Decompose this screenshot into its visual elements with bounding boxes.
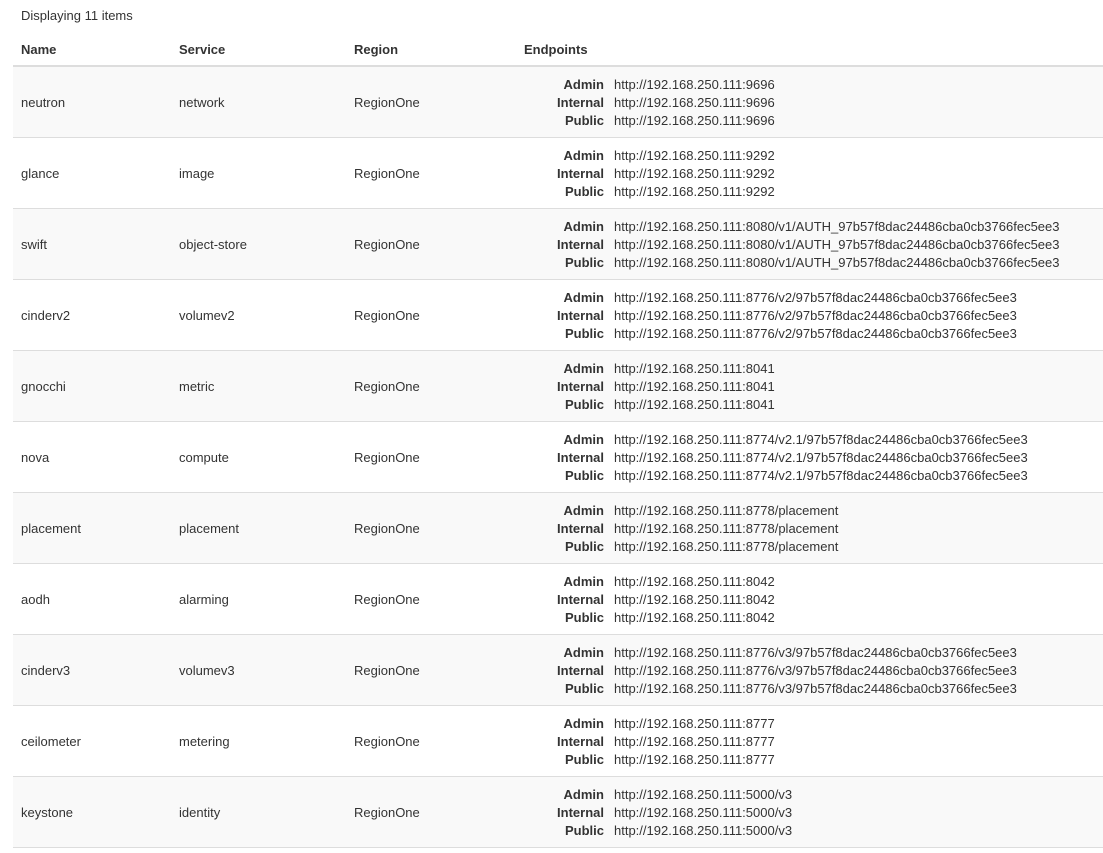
service-name-cell: gnocchi [21,379,66,394]
endpoint-label-public: Public [564,113,604,128]
endpoint-public [13,467,1103,485]
endpoint-internal [13,804,1103,822]
endpoint-url-public: http://192.168.250.111:9292 [614,184,775,199]
endpoint-internal [13,520,1103,538]
service-type-cell: volumev2 [179,308,235,323]
endpoint-label-internal: Internal [557,450,604,465]
column-header-name[interactable]: Name [21,42,57,57]
endpoint-url-admin: http://192.168.250.111:9696 [614,77,775,92]
table-row [13,635,1103,706]
endpoint-admin [13,76,1103,94]
region-cell: RegionOne [354,308,420,323]
region-cell: RegionOne [354,379,420,394]
endpoint-label-public: Public [564,681,604,696]
table-row [13,67,1103,138]
service-name-cell: nova [21,450,50,465]
endpoint-label-internal: Internal [557,592,604,607]
endpoint-label-internal: Internal [557,734,604,749]
endpoint-url-internal: http://192.168.250.111:8778/placement [614,521,839,536]
service-name-cell: placement [21,521,81,536]
endpoint-public [13,396,1103,414]
endpoints-cell [13,644,1103,698]
endpoint-url-admin: http://192.168.250.111:8776/v2/97b57f8dac24486cba0cb3766fec5ee3 [614,290,1017,305]
endpoint-public [13,325,1103,343]
table-header [13,31,1103,67]
service-type-cell: compute [179,450,229,465]
region-cell: RegionOne [354,663,420,678]
service-name-cell: ceilometer [21,734,81,749]
table-row [13,280,1103,351]
endpoint-url-public: http://192.168.250.111:8774/v2.1/97b57f8dac24486cba0cb3766fec5ee3 [614,468,1028,483]
endpoint-label-public: Public [564,326,604,341]
region-cell: RegionOne [354,237,420,252]
endpoints-cell [13,431,1103,485]
endpoint-url-admin: http://192.168.250.111:8080/v1/AUTH_97b57f8dac24486cba0cb3766fec5ee3 [614,219,1060,234]
endpoint-internal [13,94,1103,112]
service-type-cell: image [179,166,215,181]
region-cell: RegionOne [354,734,420,749]
endpoints-cell [13,573,1103,627]
endpoint-internal [13,449,1103,467]
endpoint-label-admin: Admin [563,290,604,305]
endpoint-url-internal: http://192.168.250.111:8776/v3/97b57f8dac24486cba0cb3766fec5ee3 [614,663,1017,678]
endpoint-label-internal: Internal [557,521,604,536]
endpoints-cell [13,289,1103,343]
endpoint-admin [13,431,1103,449]
endpoint-internal [13,378,1103,396]
table-body [13,67,1103,848]
endpoint-internal [13,165,1103,183]
endpoint-label-admin: Admin [563,148,604,163]
endpoint-label-admin: Admin [563,432,604,447]
endpoints-cell [13,76,1103,130]
region-cell: RegionOne [354,166,420,181]
endpoint-url-internal: http://192.168.250.111:9292 [614,166,775,181]
endpoint-public [13,183,1103,201]
endpoint-admin [13,360,1103,378]
endpoint-url-internal: http://192.168.250.111:8777 [614,734,775,749]
endpoint-url-public: http://192.168.250.111:9696 [614,113,775,128]
endpoint-internal [13,307,1103,325]
endpoint-url-public: http://192.168.250.111:8042 [614,610,775,625]
region-cell: RegionOne [354,592,420,607]
endpoint-label-admin: Admin [563,787,604,802]
endpoints-cell [13,147,1103,201]
endpoint-admin [13,147,1103,165]
endpoint-label-internal: Internal [557,663,604,678]
endpoint-url-public: http://192.168.250.111:5000/v3 [614,823,793,838]
endpoint-admin [13,218,1103,236]
endpoint-url-internal: http://192.168.250.111:9696 [614,95,775,110]
endpoint-url-public: http://192.168.250.111:8776/v3/97b57f8dac24486cba0cb3766fec5ee3 [614,681,1017,696]
endpoint-label-admin: Admin [563,574,604,589]
endpoint-label-internal: Internal [557,95,604,110]
endpoint-label-internal: Internal [557,237,604,252]
endpoint-label-admin: Admin [563,77,604,92]
table-row [13,138,1103,209]
endpoint-label-public: Public [564,610,604,625]
service-name-cell: cinderv2 [21,308,71,323]
endpoint-public [13,538,1103,556]
endpoint-url-internal: http://192.168.250.111:8080/v1/AUTH_97b57f8dac24486cba0cb3766fec5ee3 [614,237,1060,252]
service-type-cell: network [179,95,225,110]
endpoint-url-admin: http://192.168.250.111:8041 [614,361,775,376]
endpoint-public [13,112,1103,130]
column-header-region[interactable]: Region [354,42,399,57]
endpoints-cell [13,715,1103,769]
endpoint-public [13,254,1103,272]
endpoint-url-public: http://192.168.250.111:8080/v1/AUTH_97b57f8dac24486cba0cb3766fec5ee3 [614,255,1060,270]
table-row [13,777,1103,848]
endpoint-label-public: Public [564,184,604,199]
endpoint-url-public: http://192.168.250.111:8777 [614,752,775,767]
endpoint-public [13,680,1103,698]
endpoint-url-admin: http://192.168.250.111:5000/v3 [614,787,793,802]
service-type-cell: volumev3 [179,663,235,678]
endpoint-label-admin: Admin [563,361,604,376]
column-header-endpoints[interactable]: Endpoints [524,42,588,57]
endpoint-label-internal: Internal [557,379,604,394]
region-cell: RegionOne [354,521,420,536]
endpoint-label-internal: Internal [557,805,604,820]
endpoint-url-public: http://192.168.250.111:8776/v2/97b57f8dac24486cba0cb3766fec5ee3 [614,326,1017,341]
endpoint-admin [13,644,1103,662]
endpoint-url-public: http://192.168.250.111:8041 [614,397,775,412]
service-type-cell: object-store [179,237,247,252]
endpoints-cell [13,360,1103,414]
endpoint-label-public: Public [564,397,604,412]
region-cell: RegionOne [354,805,420,820]
endpoint-public [13,822,1103,840]
endpoint-label-public: Public [564,823,604,838]
endpoint-label-public: Public [564,539,604,554]
endpoint-label-admin: Admin [563,219,604,234]
region-cell: RegionOne [354,450,420,465]
endpoint-url-admin: http://192.168.250.111:8774/v2.1/97b57f8dac24486cba0cb3766fec5ee3 [614,432,1028,447]
endpoints-cell [13,218,1103,272]
endpoint-label-admin: Admin [563,716,604,731]
endpoint-internal [13,236,1103,254]
services-table [13,31,1103,848]
endpoint-label-public: Public [564,468,604,483]
endpoint-label-internal: Internal [557,166,604,181]
endpoint-internal [13,733,1103,751]
endpoint-url-internal: http://192.168.250.111:8776/v2/97b57f8dac24486cba0cb3766fec5ee3 [614,308,1017,323]
service-name-cell: aodh [21,592,50,607]
table-row [13,564,1103,635]
endpoint-url-admin: http://192.168.250.111:9292 [614,148,775,163]
service-name-cell: keystone [21,805,74,820]
endpoint-url-public: http://192.168.250.111:8778/placement [614,539,839,554]
endpoint-url-admin: http://192.168.250.111:8778/placement [614,503,839,518]
service-type-cell: alarming [179,592,229,607]
items-count: Displaying 11 items [21,8,133,23]
endpoint-url-admin: http://192.168.250.111:8042 [614,574,775,589]
endpoints-cell [13,502,1103,556]
endpoint-public [13,751,1103,769]
service-name-cell: cinderv3 [21,663,71,678]
endpoint-admin [13,715,1103,733]
endpoint-url-internal: http://192.168.250.111:8774/v2.1/97b57f8dac24486cba0cb3766fec5ee3 [614,450,1028,465]
service-type-cell: metric [179,379,215,394]
endpoint-admin [13,786,1103,804]
endpoint-admin [13,502,1103,520]
endpoint-url-admin: http://192.168.250.111:8776/v3/97b57f8dac24486cba0cb3766fec5ee3 [614,645,1017,660]
endpoint-admin [13,289,1103,307]
endpoint-label-public: Public [564,752,604,767]
table-row [13,422,1103,493]
endpoint-admin [13,573,1103,591]
service-name-cell: swift [21,237,47,252]
service-type-cell: placement [179,521,239,536]
service-name-cell: neutron [21,95,66,110]
endpoints-cell [13,786,1103,840]
endpoint-internal [13,591,1103,609]
table-row [13,706,1103,777]
endpoint-label-admin: Admin [563,503,604,518]
endpoint-url-internal: http://192.168.250.111:8041 [614,379,775,394]
endpoint-label-internal: Internal [557,308,604,323]
table-row [13,209,1103,280]
endpoint-label-admin: Admin [563,645,604,660]
endpoint-label-public: Public [564,255,604,270]
table-row [13,351,1103,422]
service-type-cell: identity [179,805,221,820]
endpoint-internal [13,662,1103,680]
column-header-service[interactable]: Service [179,42,226,57]
endpoint-url-internal: http://192.168.250.111:8042 [614,592,775,607]
endpoint-public [13,609,1103,627]
table-row [13,493,1103,564]
endpoint-url-internal: http://192.168.250.111:5000/v3 [614,805,793,820]
service-name-cell: glance [21,166,60,181]
endpoint-url-admin: http://192.168.250.111:8777 [614,716,775,731]
service-type-cell: metering [179,734,230,749]
region-cell: RegionOne [354,95,420,110]
